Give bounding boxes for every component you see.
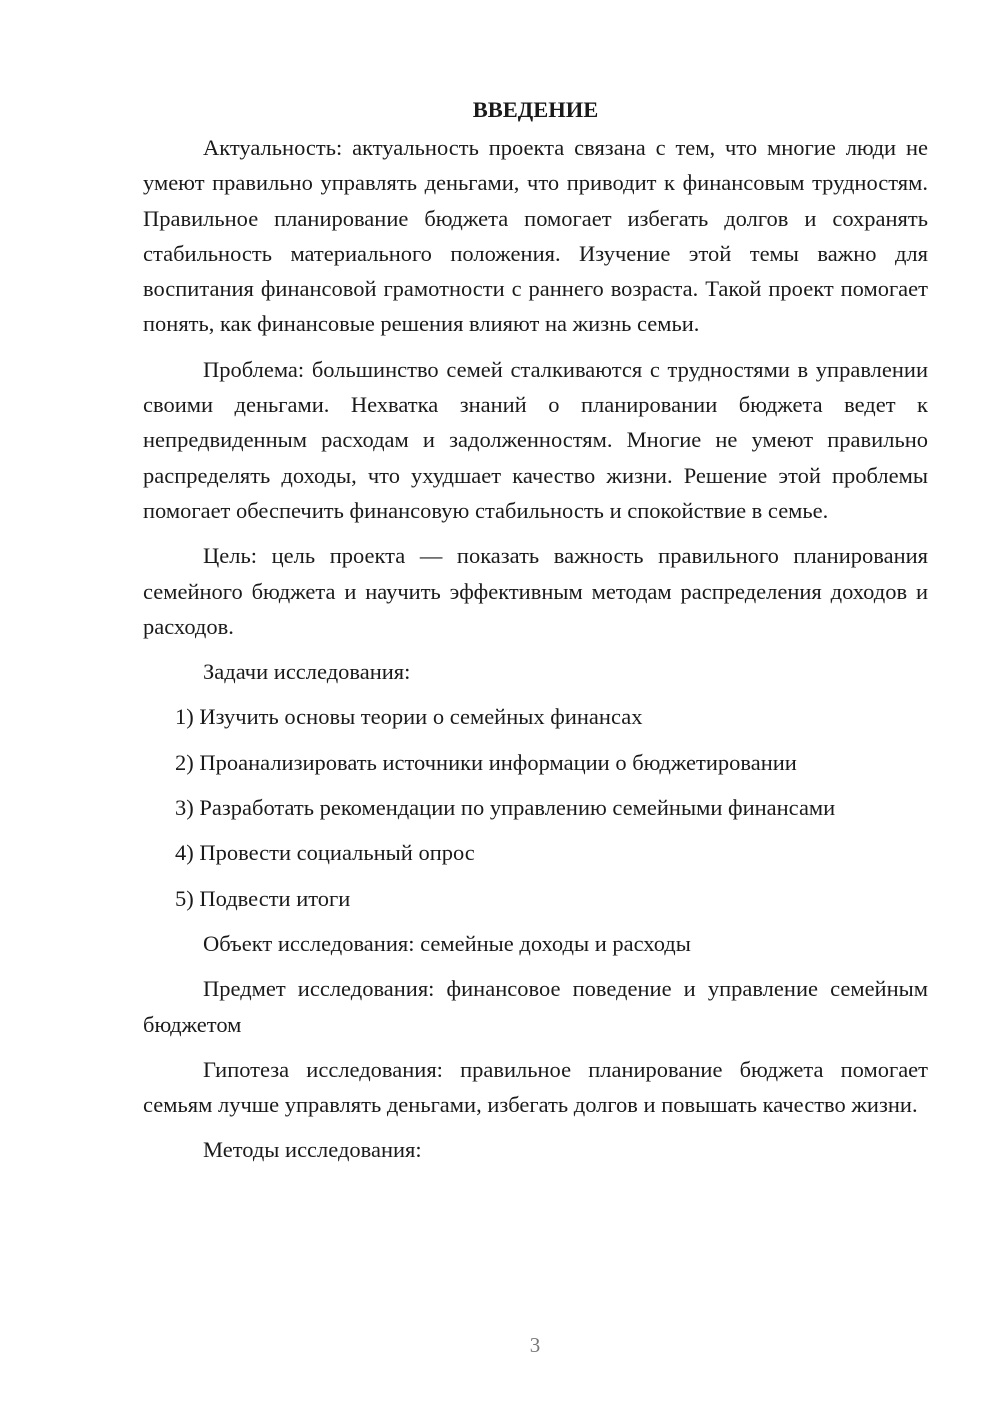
- hypothesis-paragraph: Гипотеза исследования: правильное планирование бюджета помогает семьям лучше управлять деньгами, избегать долгов и повышать качество жизни.: [143, 1056, 928, 1118]
- methods-heading: Методы исследования:: [203, 1137, 422, 1163]
- list-item: 2) Проанализировать источники информации о бюджетировании: [175, 749, 797, 775]
- document-page: [143, 92, 928, 1178]
- list-item: 4) Провести социальный опрос: [175, 840, 475, 866]
- relevance-paragraph: Актуальность: актуальность проекта связана с тем, что многие люди не умеют правильно управлять деньгами, что приводит к финансовым трудностям. Правильное планирование бюджета помогает избегать долгов и сохранять стабильность материального положения. Изучение этой темы важно для воспитания финансовой грамотности с раннего возраста. Такой проект помогает понять, как финансовые решения влияют на жизнь семьи.: [143, 135, 928, 337]
- object-paragraph: Объект исследования: семейные доходы и расходы: [203, 930, 691, 956]
- list-item: 3) Разработать рекомендации по управлению семейными финансами: [175, 795, 836, 821]
- list-item: 5) Подвести итоги: [175, 885, 351, 911]
- tasks-list: [143, 699, 928, 915]
- problem-paragraph: Проблема: большинство семей сталкиваются с трудностями в управлении своими деньгами. Нехватка знаний о планировании бюджета ведет к непредвиденным расходам и задолженностям. Многие не умеют правильно распределять доходы, что ухудшает качество жизни. Решение этой проблемы помогает обеспечить финансовую стабильность и спокойствие в семье.: [143, 356, 928, 523]
- goal-paragraph: Цель: цель проекта — показать важность правильного планирования семейного бюджета и научить эффективным методам распределения доходов и расходов.: [143, 543, 928, 639]
- list-item: 1) Изучить основы теории о семейных финансах: [175, 704, 643, 730]
- subject-paragraph: Предмет исследования: финансовое поведение и управление семейным бюджетом: [143, 976, 928, 1037]
- page-title: ВВЕДЕНИЕ: [472, 97, 599, 122]
- page-number: 3: [529, 1333, 541, 1357]
- tasks-heading: Задачи исследования:: [203, 659, 411, 685]
